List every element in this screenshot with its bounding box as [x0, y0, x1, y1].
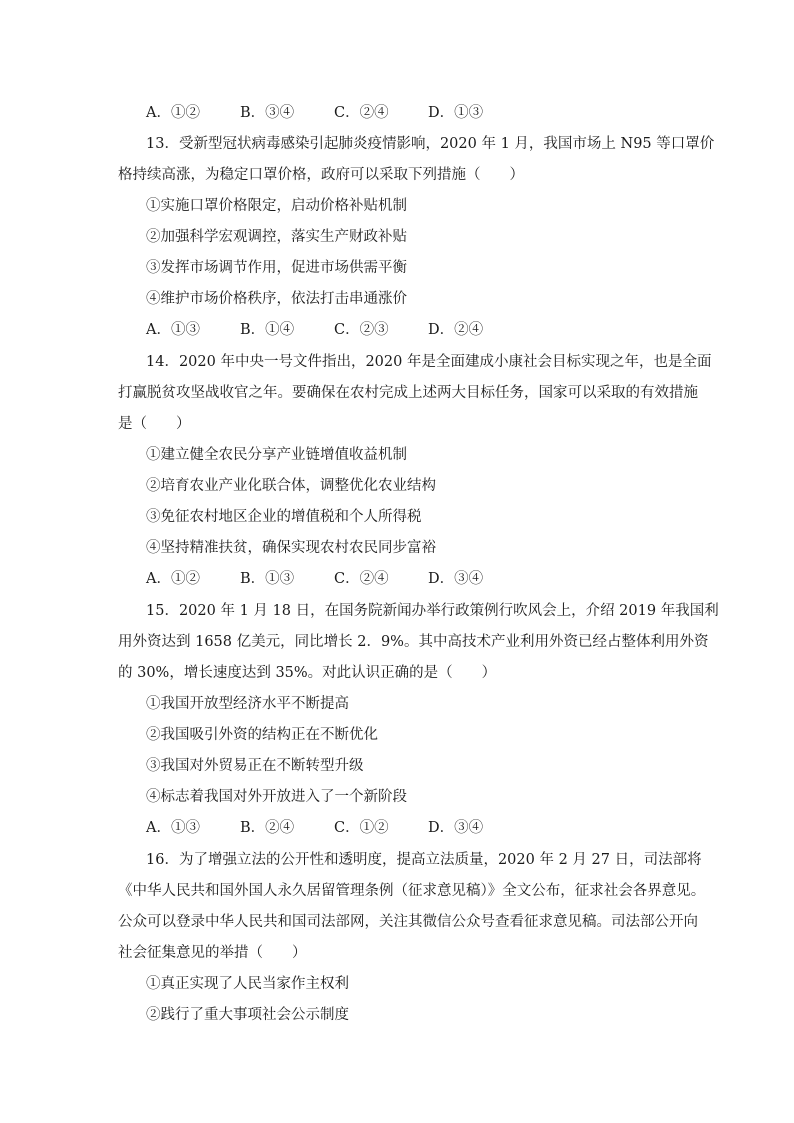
question-stem: 《中华人民共和国外国人永久居留管理条例（征求意见稿）》全文公布，征求社会各界意见。 [118, 883, 706, 899]
option-d: D．①③ [428, 105, 484, 121]
question-stem: 13．受新型冠状病毒感染引起肺炎疫情影响，2020 年 1 月，我国市场上 N95 等口罩价 [146, 136, 715, 152]
option-c: C．①② [334, 820, 389, 836]
question-stem: 格持续高涨，为稳定口罩价格，政府可以采取下列措施（ ） [118, 167, 524, 183]
option-a: A．①② [146, 571, 200, 587]
option-a: A．①③ [146, 820, 200, 836]
statement-4: ④坚持精准扶贫，确保实现农村农民同步富裕 [146, 540, 436, 556]
question-stem: 14．2020 年中央一号文件指出，2020 年是全面建成小康社会目标实现之年，也是全面 [146, 354, 712, 370]
statement-1: ①建立健全农民分享产业链增值收益机制 [146, 447, 407, 463]
question-stem: 的 30%，增长速度达到 35%。对此认识正确的是（ ） [118, 665, 497, 681]
option-a: A．①② [146, 105, 200, 121]
option-d: D．③④ [428, 571, 484, 587]
statement-1: ①实施口罩价格限定，启动价格补贴机制 [146, 198, 407, 214]
statement-4: ④维护市场价格秩序，依法打击串通涨价 [146, 291, 407, 307]
option-b: B．①③ [240, 571, 295, 587]
statement-3: ③免征农村地区企业的增值税和个人所得税 [146, 509, 422, 525]
statement-1: ①我国开放型经济水平不断提高 [146, 696, 349, 712]
statement-1: ①真正实现了人民当家作主权利 [146, 976, 349, 992]
question-stem: 是（ ） [118, 416, 191, 432]
option-b: B．①④ [240, 322, 295, 338]
question-stem: 15．2020 年 1 月 18 日，在国务院新闻办举行政策例行吹风会上，介绍 2019 年我国利 [146, 603, 719, 619]
option-b: B．③④ [240, 105, 295, 121]
statement-2: ②我国吸引外资的结构正在不断优化 [146, 727, 378, 743]
question-stem: 打赢脱贫攻坚战收官之年。要确保在农村完成上述两大目标任务，国家可以采取的有效措施 [118, 385, 698, 401]
question-stem: 公众可以登录中华人民共和国司法部网，关注其微信公众号查看征求意见稿。司法部公开向 [118, 914, 698, 930]
statement-2: ②培育农业产业化联合体，调整优化农业结构 [146, 478, 436, 494]
option-c: C．②③ [334, 322, 389, 338]
option-d: D．③④ [428, 820, 484, 836]
option-d: D．②④ [428, 322, 484, 338]
statement-4: ④标志着我国对外开放进入了一个新阶段 [146, 789, 407, 805]
question-stem: 16．为了增强立法的公开性和透明度，提高立法质量，2020 年 2 月 27 日，司法部将 [146, 852, 702, 868]
option-c: C．②④ [334, 105, 389, 121]
statement-2: ②践行了重大事项社会公示制度 [146, 1007, 349, 1023]
statement-3: ③发挥市场调节作用，促进市场供需平衡 [146, 260, 407, 276]
statement-2: ②加强科学宏观调控，落实生产财政补贴 [146, 229, 407, 245]
option-a: A．①③ [146, 322, 200, 338]
question-stem: 社会征集意见的举措（ ） [118, 945, 307, 961]
option-c: C．②④ [334, 571, 389, 587]
question-stem: 用外资达到 1658 亿美元，同比增长 2．9%。其中高技术产业利用外资已经占整体利用外资 [118, 634, 709, 650]
statement-3: ③我国对外贸易正在不断转型升级 [146, 758, 364, 774]
option-b: B．②④ [240, 820, 295, 836]
